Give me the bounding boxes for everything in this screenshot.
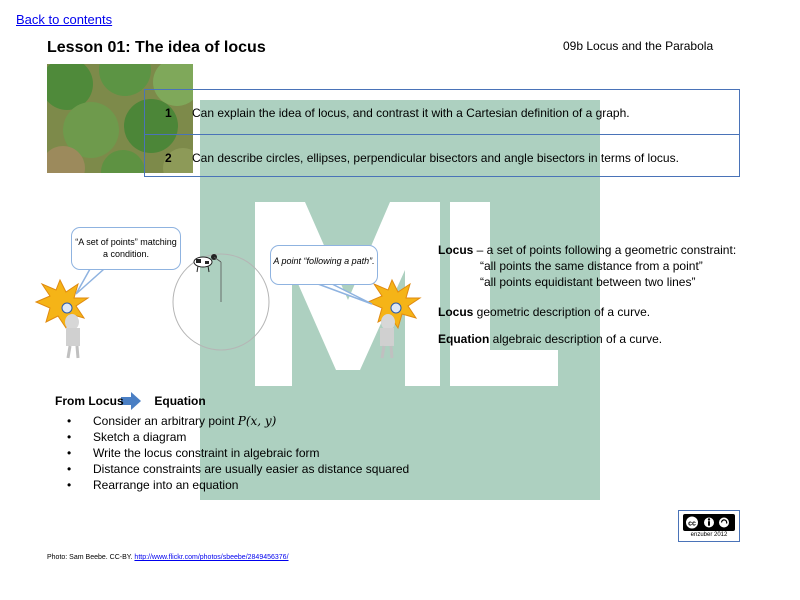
locus-term: Locus xyxy=(438,243,474,257)
speech-bubble-set-of-points xyxy=(71,227,181,270)
locus-description xyxy=(438,305,650,319)
point-expression: P(x, y) xyxy=(237,414,277,428)
example-same-distance: “all points the same distance from a point” xyxy=(480,259,703,273)
equation-label: Equation xyxy=(154,394,206,408)
cc-license-badge xyxy=(678,510,740,542)
license-author-year: enzuber 2012 xyxy=(690,532,728,538)
objective-number: 2 xyxy=(165,151,172,165)
cc-logo-icon xyxy=(683,514,735,531)
thinking-person-right-icon xyxy=(368,280,420,358)
locus-definition-text: – a set of points following a geometric constraint: xyxy=(473,243,737,257)
list-item xyxy=(67,461,409,477)
from-locus-label: From Locus xyxy=(55,394,124,408)
photo-credit xyxy=(47,554,289,561)
credit-text: Photo: Sam Beebe. CC-BY. xyxy=(47,554,135,561)
objective-number: 1 xyxy=(165,106,172,120)
step-text: Rearrange into an equation xyxy=(93,478,239,492)
steps-list xyxy=(67,413,409,493)
step-text: Distance constraints are usually easier as distance squared xyxy=(93,462,410,476)
objective-text: Can explain the idea of locus, and contrast it with a Cartesian definition of a graph. xyxy=(192,106,630,120)
objective-text: Can describe circles, ellipses, perpendicular bisectors and angle bisectors in terms of locus. xyxy=(192,151,679,165)
thinking-person-left-icon xyxy=(36,280,88,358)
step-text: Sketch a diagram xyxy=(93,430,187,444)
equation-description xyxy=(438,332,662,346)
list-item xyxy=(67,413,409,429)
step-text: Consider an arbitrary point xyxy=(93,414,238,428)
equation-description-text: algebraic description of a curve. xyxy=(489,332,663,346)
list-item xyxy=(67,477,409,493)
list-item xyxy=(67,445,409,461)
course-title: 09b Locus and the Parabola xyxy=(563,39,714,53)
back-to-contents-link[interactable]: Back to contents xyxy=(16,12,113,27)
example-equidistant: “all points equidistant between two lines” xyxy=(480,275,696,289)
step-text: Write the locus constraint in algebraic form xyxy=(93,446,320,460)
locus-term: Locus xyxy=(438,305,474,319)
cow-icon xyxy=(194,254,217,272)
locus-definition xyxy=(438,243,736,257)
photo-source-link[interactable]: http://www.flickr.com/photos/sbeebe/2849456376/ xyxy=(134,554,289,561)
from-locus-heading xyxy=(55,394,206,408)
bubble-text: A point “following a path”. xyxy=(273,256,375,266)
bubble-text: “A set of points” matching a condition. xyxy=(75,237,177,259)
lesson-title: Lesson 01: The idea of locus xyxy=(47,39,266,56)
speech-bubble-following-path xyxy=(270,245,378,285)
list-item xyxy=(67,429,409,445)
cc-text: cc xyxy=(688,520,696,528)
equation-term: Equation xyxy=(438,332,490,346)
locus-description-text: geometric description of a curve. xyxy=(473,305,651,319)
